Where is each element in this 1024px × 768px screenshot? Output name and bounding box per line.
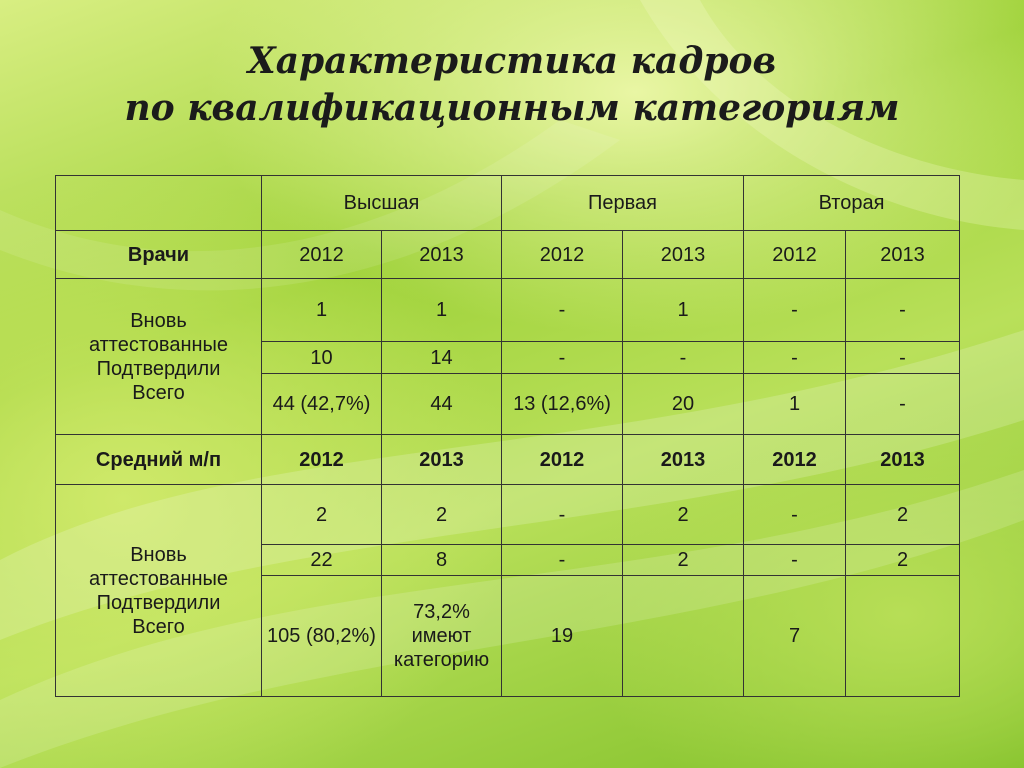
year-header: 2013 xyxy=(382,231,502,279)
section-label: Средний м/п xyxy=(56,435,262,485)
row-label: аттестованные xyxy=(88,567,229,590)
table-cell: - xyxy=(502,342,623,374)
table-cell: - xyxy=(846,374,960,435)
year-header: 2013 xyxy=(846,231,960,279)
title-line-2: по квалификационным категориям xyxy=(124,87,900,129)
year-header: 2012 xyxy=(262,231,382,279)
category-header: Высшая xyxy=(262,176,502,231)
category-header: Вторая xyxy=(744,176,960,231)
row-label: Всего xyxy=(132,615,185,638)
section-header-row xyxy=(56,231,960,279)
table-cell: 14 xyxy=(382,342,502,374)
year-header: 2012 xyxy=(502,231,623,279)
table-cell: - xyxy=(744,279,846,342)
slide-title xyxy=(0,38,1024,132)
table-cell: 2 xyxy=(623,485,744,545)
year-header: 2012 xyxy=(502,435,623,485)
row-label: Вновь xyxy=(130,309,187,332)
table-cell: 8 xyxy=(382,545,502,576)
table-cell: - xyxy=(744,342,846,374)
table-cell: 7 xyxy=(744,576,846,697)
table-cell: 44 (42,7%) xyxy=(262,374,382,435)
table-cell: 2 xyxy=(846,545,960,576)
table-row xyxy=(56,279,960,342)
row-labels xyxy=(56,279,262,435)
table-cell xyxy=(623,576,744,697)
section-label: Врачи xyxy=(56,231,262,279)
year-header: 2012 xyxy=(744,231,846,279)
qualification-table xyxy=(55,175,960,697)
table-cell: - xyxy=(502,279,623,342)
corner-cell xyxy=(56,176,262,231)
row-label: Подтвердили xyxy=(96,357,221,380)
year-header: 2013 xyxy=(623,435,744,485)
year-header: 2013 xyxy=(846,435,960,485)
table-cell: 1 xyxy=(623,279,744,342)
table-cell: - xyxy=(846,342,960,374)
table-cell: 10 xyxy=(262,342,382,374)
table-cell: 2 xyxy=(846,485,960,545)
table-cell: 13 (12,6%) xyxy=(502,374,623,435)
table-cell: - xyxy=(744,485,846,545)
table-cell: 1 xyxy=(744,374,846,435)
year-header: 2013 xyxy=(623,231,744,279)
category-header: Первая xyxy=(502,176,744,231)
table-cell: 2 xyxy=(262,485,382,545)
table-cell: 105 (80,2%) xyxy=(262,576,382,697)
table-cell: 1 xyxy=(382,279,502,342)
section-header-row xyxy=(56,435,960,485)
table-cell: - xyxy=(623,342,744,374)
table-cell: 2 xyxy=(623,545,744,576)
year-header: 2012 xyxy=(744,435,846,485)
table-cell: 1 xyxy=(262,279,382,342)
row-label: Вновь xyxy=(130,543,187,566)
table-cell: - xyxy=(744,545,846,576)
category-header-row xyxy=(56,176,960,231)
table-cell: - xyxy=(502,545,623,576)
row-label: аттестованные xyxy=(88,333,229,356)
table-cell: 20 xyxy=(623,374,744,435)
table-cell: - xyxy=(502,485,623,545)
table-row xyxy=(56,485,960,545)
year-header: 2013 xyxy=(382,435,502,485)
year-header: 2012 xyxy=(262,435,382,485)
row-label: Подтвердили xyxy=(96,591,221,614)
table-cell: 44 xyxy=(382,374,502,435)
table-cell: 19 xyxy=(502,576,623,697)
table-cell xyxy=(846,576,960,697)
row-labels xyxy=(56,485,262,697)
table-cell: - xyxy=(846,279,960,342)
title-line-1: Характеристика кадров xyxy=(247,40,777,82)
table-cell: 22 xyxy=(262,545,382,576)
table-cell: 2 xyxy=(382,485,502,545)
table-cell: 73,2% имеют категорию xyxy=(382,576,502,697)
row-label: Всего xyxy=(132,381,185,404)
